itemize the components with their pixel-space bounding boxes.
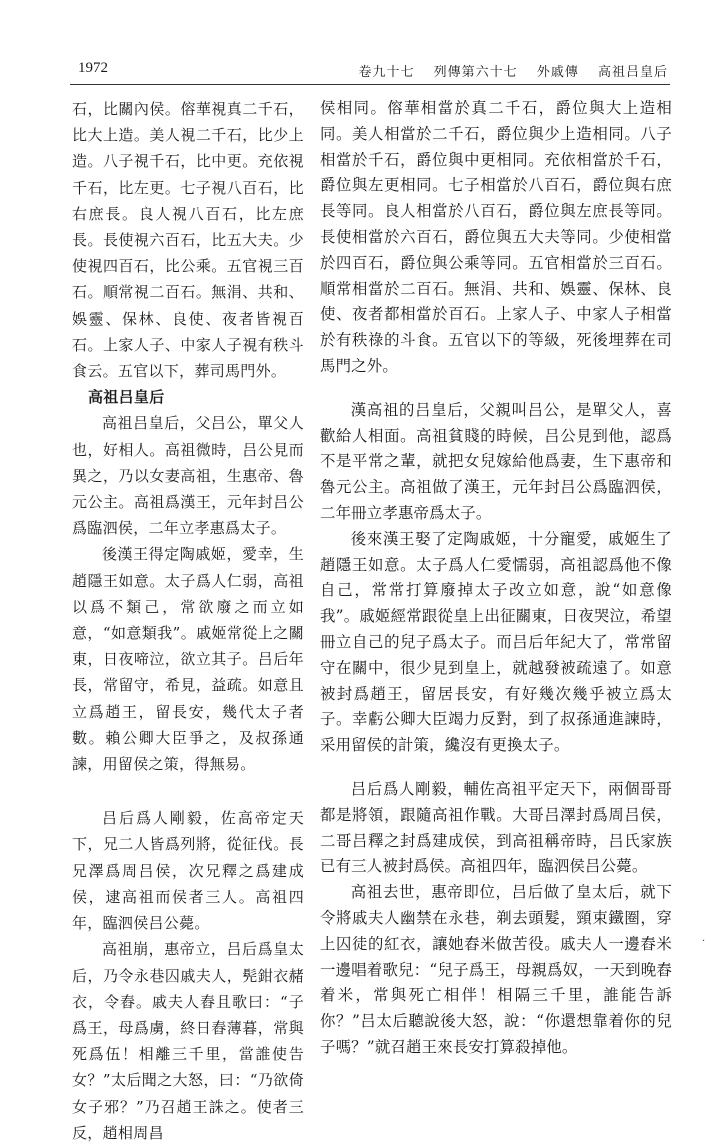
subject-label: 高祖吕皇后	[597, 65, 668, 80]
right-paragraph-4: 高祖去世，惠帝即位，吕后做了皇太后，就下令將戚夫人幽禁在永巷，剃去頭髮，頸束鐵圈，穿上囚徒的紅衣，讓她舂米做苦役。戚夫人一邊舂米一邊唱着歌兒：“兒子爲王，母親爲奴，一天到晚舂着米，常與死亡相伴！相隔三千里，誰能告訴你？”吕太后聽說後大怒，說：“你還想靠着你的兒子嗎？”就召趙王來長安打算殺掉他。	[320, 883, 672, 1056]
paragraph-spacer	[320, 759, 672, 777]
modern-translation-column	[320, 96, 672, 1061]
biography-label: 列傳第六十七	[433, 65, 518, 80]
left-paragraph-3: 吕后爲人剛毅，佐高帝定天下，兄二人皆爲列將，從征伐。長兄澤爲周吕侯，次兄釋之爲建成侯，逮高祖而侯者三人。高祖四年，臨泗侯吕公薨。	[72, 809, 304, 933]
running-title	[345, 61, 668, 80]
running-header	[78, 60, 668, 80]
left-paragraph-4: 高祖崩，惠帝立，吕后爲皇太后，乃令永巷囚戚夫人，髡鉗衣赭衣，令舂。戚夫人舂且歌曰：“子爲王，母爲虜，終日舂薄暮，常與死爲伍！相離三千里，當誰使告女？”太后聞之大怒，曰：“乃欲倚女子邪？”乃召趙王誅之。使者三反，趙相周昌	[72, 940, 304, 1142]
page-number: 1972	[78, 60, 108, 76]
section-label: 外戚傳	[536, 65, 579, 80]
edge-mark: ·	[702, 936, 706, 947]
paragraph-spacer	[320, 380, 672, 398]
left-intro-fragment: 石，比關內侯。傛華視真二千石，比大上造。美人視二千石，比少上造。八子視千石，比中更。充依視千石，比左更。七子視八百石，比右庶長。良人視八百石，比左庶長。長使視六百石，比五大夫。少使視四百石，比公乘。五官視三百石。順常視二百石。無涓、共和、娛靈、保林、良使、夜者皆視百石。上家人子、中家人子視有秩斗食云。五官以下，葬司馬門外。	[72, 100, 304, 381]
right-paragraph-1: 漢高祖的吕皇后，父親叫吕公，是單父人，喜歡給人相面。高祖貧賤的時候，吕公見到他，認爲不是平常之輩，就把女兒嫁給他爲妻，生下惠帝和魯元公主。高祖做了漢王，元年封吕公爲臨泗侯，二年冊立孝惠帝爲太子。	[320, 400, 672, 522]
section-heading: 高祖吕皇后	[88, 388, 165, 407]
header-rule	[70, 84, 670, 85]
volume-label: 卷九十七	[358, 65, 415, 80]
paragraph-spacer	[72, 777, 304, 805]
left-paragraph-2: 後漢王得定陶戚姬，愛幸，生趙隱王如意。太子爲人仁弱，高祖以爲不類己，常欲廢之而立如意，“如意類我”。戚姬常從上之關東，日夜啼泣，欲立其子。吕后年長，常留守，希見，益疏。如意且立爲趙王，留長安，幾代太子者數。賴公卿大臣爭之，及叔孫通諫，用留侯之策，得無易。	[72, 545, 304, 774]
right-paragraph-2: 後來漢王娶了定陶戚姬，十分寵愛，戚姬生了趙隱王如意。太子爲人仁愛懦弱，高祖認爲他不像自己，常常打算廢掉太子改立如意，說“如意像我”。戚姬經常跟從皇上出征關東，日夜哭泣，希望冊立自己的兒子爲太子。而吕后年紀大了，常常留守在關中，很少見到皇上，就越發被疏遠了。如意被封爲趙王，留居長安，有好幾次幾乎被立爲太子。幸虧公卿大臣竭力反對，到了叔孫通進諫時，采用留侯的計策，纔沒有更換太子。	[320, 529, 672, 755]
right-intro-fragment: 侯相同。傛華相當於真二千石，爵位與大上造相同。美人相當於二千石，爵位與少上造相同。八子相當於千石，爵位與中更相同。充依相當於千石，爵位與左更相同。七子相當於八百石，爵位與右庶長等同。良人相當於八百石，爵位與左庶長等同。長使相當於六百石，爵位與五大夫等同。少使相當於四百石，爵位與公乘等同。五官相當於三百石。順常相當於二百石。無涓、共和、娛靈、保林、良使、夜者都相當於百石。上家人子、中家人子相當於有秩祿的斗食。五官以下的等級，死後埋葬在司馬門之外。	[320, 99, 672, 375]
left-paragraph-1: 高祖吕皇后，父吕公，單父人也，好相人。高祖微時，吕公見而異之，乃以女妻高祖，生惠帝、魯元公主。高祖爲漢王，元年封吕公爲臨泗侯，二年立孝惠爲太子。	[72, 414, 304, 538]
classical-text-column	[72, 96, 304, 1146]
right-paragraph-3: 吕后爲人剛毅，輔佐高祖平定天下，兩個哥哥都是將領，跟隨高祖作戰。大哥吕澤封爲周吕侯，二哥吕釋之封爲建成侯，到高祖稱帝時，吕氏家族已有三人被封爲侯。高祖四年，臨泗侯吕公薨。	[320, 779, 672, 876]
